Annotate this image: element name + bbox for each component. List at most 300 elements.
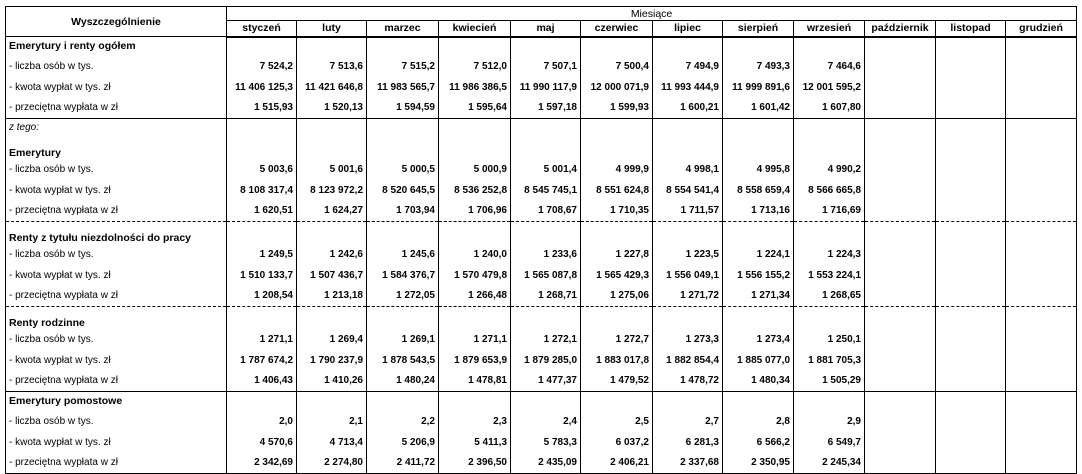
value-cell: 8 520 645,5 bbox=[367, 180, 439, 201]
value-cell: 1 711,57 bbox=[653, 201, 723, 222]
value-cell: 8 558 659,4 bbox=[723, 180, 794, 201]
value-cell: 1 620,51 bbox=[227, 201, 297, 222]
empty-cell bbox=[439, 137, 511, 159]
empty-cell bbox=[367, 119, 439, 137]
value-cell: 1 272,7 bbox=[581, 329, 653, 350]
value-cell: 1 553 224,1 bbox=[794, 265, 865, 286]
empty-cell bbox=[865, 222, 936, 244]
row-label: Renty z tytułu niezdolności do pracy bbox=[6, 222, 227, 244]
value-cell: 7 524,2 bbox=[227, 56, 297, 77]
table-row bbox=[6, 329, 1077, 350]
value-cell: 2 406,21 bbox=[581, 453, 653, 474]
row-label: - przeciętna wypłata w zł bbox=[6, 98, 227, 119]
note-row bbox=[6, 119, 1077, 137]
empty-cell bbox=[936, 244, 1006, 265]
row-label: - kwota wypłat w tys. zł bbox=[6, 350, 227, 371]
value-cell: 1 710,35 bbox=[581, 201, 653, 222]
row-label: - kwota wypłat w tys. zł bbox=[6, 180, 227, 201]
value-cell: 1 595,64 bbox=[439, 98, 511, 119]
empty-cell bbox=[511, 137, 581, 159]
month-header: czerwiec bbox=[581, 21, 653, 37]
value-cell: 8 566 665,8 bbox=[794, 180, 865, 201]
value-cell: 5 411,3 bbox=[439, 432, 511, 453]
value-cell: 1 507 436,7 bbox=[297, 265, 367, 286]
value-cell: 4 713,4 bbox=[297, 432, 367, 453]
empty-cell bbox=[227, 37, 297, 56]
empty-cell bbox=[227, 119, 297, 137]
value-cell: 1 410,26 bbox=[297, 371, 367, 392]
row-label: - liczba osób w tys. bbox=[6, 244, 227, 265]
value-cell: 6 037,2 bbox=[581, 432, 653, 453]
empty-cell bbox=[936, 37, 1006, 56]
empty-cell bbox=[865, 286, 936, 307]
benefits-table bbox=[5, 6, 1077, 474]
empty-cell bbox=[936, 56, 1006, 77]
empty-cell bbox=[1006, 137, 1077, 159]
empty-cell bbox=[1006, 265, 1077, 286]
value-cell: 2 350,95 bbox=[723, 453, 794, 474]
value-cell: 1 624,27 bbox=[297, 201, 367, 222]
empty-cell bbox=[1006, 56, 1077, 77]
empty-cell bbox=[936, 371, 1006, 392]
empty-cell bbox=[581, 222, 653, 244]
empty-cell bbox=[227, 222, 297, 244]
table-row bbox=[6, 159, 1077, 180]
row-label: - przeciętna wypłata w zł bbox=[6, 201, 227, 222]
empty-cell bbox=[297, 307, 367, 329]
table-row bbox=[6, 286, 1077, 307]
table-row bbox=[6, 411, 1077, 432]
empty-cell bbox=[1006, 244, 1077, 265]
empty-cell bbox=[581, 37, 653, 56]
empty-cell bbox=[1006, 180, 1077, 201]
value-cell: 5 000,5 bbox=[367, 159, 439, 180]
value-cell: 12 000 071,9 bbox=[581, 77, 653, 98]
table-row bbox=[6, 350, 1077, 371]
value-cell: 1 271,1 bbox=[439, 329, 511, 350]
value-cell: 1 271,34 bbox=[723, 286, 794, 307]
value-cell: 1 272,05 bbox=[367, 286, 439, 307]
row-label: - kwota wypłat w tys. zł bbox=[6, 77, 227, 98]
value-cell: 8 123 972,2 bbox=[297, 180, 367, 201]
value-cell: 1 597,18 bbox=[511, 98, 581, 119]
value-cell: 1 881 705,3 bbox=[794, 350, 865, 371]
value-cell: 2 411,72 bbox=[367, 453, 439, 474]
subsection-row bbox=[6, 222, 1077, 244]
empty-cell bbox=[1006, 371, 1077, 392]
value-cell: 1 505,29 bbox=[794, 371, 865, 392]
empty-cell bbox=[1006, 201, 1077, 222]
table-row bbox=[6, 432, 1077, 453]
empty-cell bbox=[1006, 350, 1077, 371]
value-cell: 1 480,34 bbox=[723, 371, 794, 392]
empty-cell bbox=[227, 392, 297, 411]
empty-cell bbox=[936, 307, 1006, 329]
empty-cell bbox=[511, 392, 581, 411]
value-cell: 7 494,9 bbox=[653, 56, 723, 77]
subsection-row bbox=[6, 307, 1077, 329]
value-cell: 1 584 376,7 bbox=[367, 265, 439, 286]
empty-cell bbox=[367, 392, 439, 411]
value-cell: 2 274,80 bbox=[297, 453, 367, 474]
table-row bbox=[6, 453, 1077, 474]
table-row bbox=[6, 265, 1077, 286]
empty-cell bbox=[865, 350, 936, 371]
empty-cell bbox=[439, 222, 511, 244]
empty-cell bbox=[794, 137, 865, 159]
value-cell: 1 708,67 bbox=[511, 201, 581, 222]
value-cell: 1 269,1 bbox=[367, 329, 439, 350]
empty-cell bbox=[865, 371, 936, 392]
value-cell: 11 421 646,8 bbox=[297, 77, 367, 98]
empty-cell bbox=[439, 119, 511, 137]
empty-cell bbox=[936, 350, 1006, 371]
value-cell: 11 406 125,3 bbox=[227, 77, 297, 98]
empty-cell bbox=[865, 432, 936, 453]
value-cell: 1 599,93 bbox=[581, 98, 653, 119]
value-cell: 1 713,16 bbox=[723, 201, 794, 222]
month-header: maj bbox=[511, 21, 581, 37]
label-column-header: Wyszczególnienie bbox=[6, 7, 227, 37]
empty-cell bbox=[723, 119, 794, 137]
empty-cell bbox=[1006, 98, 1077, 119]
value-cell: 1 556 155,2 bbox=[723, 265, 794, 286]
empty-cell bbox=[865, 119, 936, 137]
months-group-header: Miesiące bbox=[227, 7, 1077, 21]
value-cell: 1 269,4 bbox=[297, 329, 367, 350]
table-row bbox=[6, 180, 1077, 201]
empty-cell bbox=[936, 432, 1006, 453]
empty-cell bbox=[865, 411, 936, 432]
empty-cell bbox=[297, 137, 367, 159]
row-label: - kwota wypłat w tys. zł bbox=[6, 265, 227, 286]
empty-cell bbox=[653, 222, 723, 244]
empty-cell bbox=[297, 119, 367, 137]
empty-cell bbox=[297, 392, 367, 411]
value-cell: 1 479,52 bbox=[581, 371, 653, 392]
empty-cell bbox=[439, 307, 511, 329]
value-cell: 2 342,69 bbox=[227, 453, 297, 474]
value-cell: 5 001,6 bbox=[297, 159, 367, 180]
value-cell: 1 249,5 bbox=[227, 244, 297, 265]
value-cell: 2,5 bbox=[581, 411, 653, 432]
value-cell: 2 245,34 bbox=[794, 453, 865, 474]
row-label: - liczba osób w tys. bbox=[6, 411, 227, 432]
row-label: - liczba osób w tys. bbox=[6, 56, 227, 77]
value-cell: 1 268,65 bbox=[794, 286, 865, 307]
empty-cell bbox=[936, 411, 1006, 432]
month-header: luty bbox=[297, 21, 367, 37]
value-cell: 4 995,8 bbox=[723, 159, 794, 180]
month-header: wrzesień bbox=[794, 21, 865, 37]
value-cell: 8 551 624,8 bbox=[581, 180, 653, 201]
empty-cell bbox=[865, 98, 936, 119]
value-cell: 1 271,1 bbox=[227, 329, 297, 350]
value-cell: 8 536 252,8 bbox=[439, 180, 511, 201]
empty-cell bbox=[227, 307, 297, 329]
empty-cell bbox=[439, 392, 511, 411]
value-cell: 1 268,71 bbox=[511, 286, 581, 307]
empty-cell bbox=[511, 37, 581, 56]
empty-cell bbox=[653, 119, 723, 137]
row-label: Renty rodzinne bbox=[6, 307, 227, 329]
value-cell: 4 998,1 bbox=[653, 159, 723, 180]
month-header: kwiecień bbox=[439, 21, 511, 37]
empty-cell bbox=[865, 201, 936, 222]
table-body bbox=[6, 37, 1077, 474]
value-cell: 2,2 bbox=[367, 411, 439, 432]
value-cell: 1 607,80 bbox=[794, 98, 865, 119]
empty-cell bbox=[865, 265, 936, 286]
value-cell: 5 003,6 bbox=[227, 159, 297, 180]
value-cell: 1 882 854,4 bbox=[653, 350, 723, 371]
empty-cell bbox=[936, 137, 1006, 159]
empty-cell bbox=[794, 119, 865, 137]
value-cell: 1 224,1 bbox=[723, 244, 794, 265]
value-cell: 2 396,50 bbox=[439, 453, 511, 474]
month-header: marzec bbox=[367, 21, 439, 37]
value-cell: 1 594,59 bbox=[367, 98, 439, 119]
empty-cell bbox=[297, 222, 367, 244]
value-cell: 1 706,96 bbox=[439, 201, 511, 222]
table-row bbox=[6, 244, 1077, 265]
empty-cell bbox=[1006, 286, 1077, 307]
empty-cell bbox=[653, 307, 723, 329]
value-cell: 1 570 479,8 bbox=[439, 265, 511, 286]
value-cell: 7 500,4 bbox=[581, 56, 653, 77]
value-cell: 1 477,37 bbox=[511, 371, 581, 392]
value-cell: 1 233,6 bbox=[511, 244, 581, 265]
value-cell: 11 983 565,7 bbox=[367, 77, 439, 98]
month-header: listopad bbox=[936, 21, 1006, 37]
row-label: - kwota wypłat w tys. zł bbox=[6, 432, 227, 453]
value-cell: 2,0 bbox=[227, 411, 297, 432]
table-row bbox=[6, 371, 1077, 392]
value-cell: 1 565 429,3 bbox=[581, 265, 653, 286]
value-cell: 11 999 891,6 bbox=[723, 77, 794, 98]
row-label: z tego: bbox=[6, 119, 227, 137]
empty-cell bbox=[653, 137, 723, 159]
value-cell: 2,9 bbox=[794, 411, 865, 432]
value-cell: 7 512,0 bbox=[439, 56, 511, 77]
empty-cell bbox=[367, 222, 439, 244]
empty-cell bbox=[723, 222, 794, 244]
value-cell: 1 273,4 bbox=[723, 329, 794, 350]
empty-cell bbox=[936, 77, 1006, 98]
subsection-row bbox=[6, 137, 1077, 159]
empty-cell bbox=[936, 119, 1006, 137]
empty-cell bbox=[865, 453, 936, 474]
empty-cell bbox=[865, 37, 936, 56]
empty-cell bbox=[511, 222, 581, 244]
value-cell: 1 480,24 bbox=[367, 371, 439, 392]
empty-cell bbox=[936, 392, 1006, 411]
row-label: - przeciętna wypłata w zł bbox=[6, 371, 227, 392]
empty-cell bbox=[439, 37, 511, 56]
value-cell: 1 510 133,7 bbox=[227, 265, 297, 286]
empty-cell bbox=[297, 37, 367, 56]
row-label: Emerytury i renty ogółem bbox=[6, 37, 227, 56]
empty-cell bbox=[1006, 392, 1077, 411]
value-cell: 1 271,72 bbox=[653, 286, 723, 307]
value-cell: 2 435,09 bbox=[511, 453, 581, 474]
empty-cell bbox=[1006, 411, 1077, 432]
section-row bbox=[6, 392, 1077, 411]
empty-cell bbox=[1006, 77, 1077, 98]
value-cell: 4 570,6 bbox=[227, 432, 297, 453]
value-cell: 5 000,9 bbox=[439, 159, 511, 180]
empty-cell bbox=[1006, 307, 1077, 329]
empty-cell bbox=[936, 180, 1006, 201]
empty-cell bbox=[367, 37, 439, 56]
empty-cell bbox=[865, 307, 936, 329]
value-cell: 1 213,18 bbox=[297, 286, 367, 307]
table-row bbox=[6, 98, 1077, 119]
value-cell: 1 240,0 bbox=[439, 244, 511, 265]
empty-cell bbox=[865, 56, 936, 77]
value-cell: 6 281,3 bbox=[653, 432, 723, 453]
empty-cell bbox=[865, 392, 936, 411]
empty-cell bbox=[723, 392, 794, 411]
value-cell: 1 790 237,9 bbox=[297, 350, 367, 371]
empty-cell bbox=[1006, 159, 1077, 180]
value-cell: 5 783,3 bbox=[511, 432, 581, 453]
row-label: Emerytury pomostowe bbox=[6, 392, 227, 411]
empty-cell bbox=[1006, 119, 1077, 137]
empty-cell bbox=[581, 307, 653, 329]
empty-cell bbox=[865, 137, 936, 159]
empty-cell bbox=[936, 265, 1006, 286]
value-cell: 4 990,2 bbox=[794, 159, 865, 180]
value-cell: 1 266,48 bbox=[439, 286, 511, 307]
value-cell: 11 993 444,9 bbox=[653, 77, 723, 98]
value-cell: 8 554 541,4 bbox=[653, 180, 723, 201]
value-cell: 5 001,4 bbox=[511, 159, 581, 180]
value-cell: 8 108 317,4 bbox=[227, 180, 297, 201]
empty-cell bbox=[511, 119, 581, 137]
value-cell: 5 206,9 bbox=[367, 432, 439, 453]
empty-cell bbox=[1006, 222, 1077, 244]
row-label: - liczba osób w tys. bbox=[6, 329, 227, 350]
row-label: Emerytury bbox=[6, 137, 227, 159]
empty-cell bbox=[865, 180, 936, 201]
table-row bbox=[6, 201, 1077, 222]
value-cell: 1 600,21 bbox=[653, 98, 723, 119]
value-cell: 6 566,2 bbox=[723, 432, 794, 453]
empty-cell bbox=[794, 222, 865, 244]
value-cell: 2,4 bbox=[511, 411, 581, 432]
empty-cell bbox=[227, 137, 297, 159]
empty-cell bbox=[723, 137, 794, 159]
value-cell: 1 478,72 bbox=[653, 371, 723, 392]
row-label: - przeciętna wypłata w zł bbox=[6, 286, 227, 307]
value-cell: 1 601,42 bbox=[723, 98, 794, 119]
empty-cell bbox=[1006, 329, 1077, 350]
value-cell: 1 565 087,8 bbox=[511, 265, 581, 286]
value-cell: 2,7 bbox=[653, 411, 723, 432]
value-cell: 2,1 bbox=[297, 411, 367, 432]
empty-cell bbox=[367, 137, 439, 159]
value-cell: 4 999,9 bbox=[581, 159, 653, 180]
value-cell: 12 001 595,2 bbox=[794, 77, 865, 98]
value-cell: 1 787 674,2 bbox=[227, 350, 297, 371]
empty-cell bbox=[936, 222, 1006, 244]
value-cell: 1 879 653,9 bbox=[439, 350, 511, 371]
empty-cell bbox=[865, 244, 936, 265]
value-cell: 1 478,81 bbox=[439, 371, 511, 392]
value-cell: 1 242,6 bbox=[297, 244, 367, 265]
value-cell: 7 464,6 bbox=[794, 56, 865, 77]
empty-cell bbox=[1006, 37, 1077, 56]
value-cell: 1 245,6 bbox=[367, 244, 439, 265]
table-row bbox=[6, 77, 1077, 98]
value-cell: 1 716,69 bbox=[794, 201, 865, 222]
row-label: - liczba osób w tys. bbox=[6, 159, 227, 180]
value-cell: 1 272,1 bbox=[511, 329, 581, 350]
empty-cell bbox=[936, 159, 1006, 180]
empty-cell bbox=[865, 329, 936, 350]
empty-cell bbox=[1006, 432, 1077, 453]
value-cell: 1 223,5 bbox=[653, 244, 723, 265]
value-cell: 2,3 bbox=[439, 411, 511, 432]
month-header: lipiec bbox=[653, 21, 723, 37]
value-cell: 7 507,1 bbox=[511, 56, 581, 77]
value-cell: 1 556 049,1 bbox=[653, 265, 723, 286]
month-header: styczeń bbox=[227, 21, 297, 37]
value-cell: 2,8 bbox=[723, 411, 794, 432]
value-cell: 11 990 117,9 bbox=[511, 77, 581, 98]
value-cell: 1 224,3 bbox=[794, 244, 865, 265]
value-cell: 6 549,7 bbox=[794, 432, 865, 453]
table-row bbox=[6, 56, 1077, 77]
empty-cell bbox=[581, 119, 653, 137]
value-cell: 8 545 745,1 bbox=[511, 180, 581, 201]
empty-cell bbox=[723, 307, 794, 329]
value-cell: 2 337,68 bbox=[653, 453, 723, 474]
value-cell: 1 227,8 bbox=[581, 244, 653, 265]
value-cell: 1 520,13 bbox=[297, 98, 367, 119]
value-cell: 1 275,06 bbox=[581, 286, 653, 307]
month-header: październik bbox=[865, 21, 936, 37]
value-cell: 1 515,93 bbox=[227, 98, 297, 119]
empty-cell bbox=[936, 201, 1006, 222]
row-label: - przeciętna wypłata w zł bbox=[6, 453, 227, 474]
empty-cell bbox=[936, 329, 1006, 350]
empty-cell bbox=[581, 137, 653, 159]
empty-cell bbox=[794, 392, 865, 411]
month-header: grudzień bbox=[1006, 21, 1077, 37]
value-cell: 1 879 285,0 bbox=[511, 350, 581, 371]
value-cell: 1 703,94 bbox=[367, 201, 439, 222]
section-row bbox=[6, 37, 1077, 56]
empty-cell bbox=[1006, 453, 1077, 474]
empty-cell bbox=[511, 307, 581, 329]
empty-cell bbox=[794, 37, 865, 56]
value-cell: 1 885 077,0 bbox=[723, 350, 794, 371]
empty-cell bbox=[723, 37, 794, 56]
value-cell: 7 493,3 bbox=[723, 56, 794, 77]
month-header: sierpień bbox=[723, 21, 794, 37]
empty-cell bbox=[865, 77, 936, 98]
value-cell: 1 273,3 bbox=[653, 329, 723, 350]
empty-cell bbox=[936, 98, 1006, 119]
value-cell: 1 208,54 bbox=[227, 286, 297, 307]
empty-cell bbox=[794, 307, 865, 329]
empty-cell bbox=[367, 307, 439, 329]
value-cell: 1 878 543,5 bbox=[367, 350, 439, 371]
empty-cell bbox=[653, 392, 723, 411]
value-cell: 1 250,1 bbox=[794, 329, 865, 350]
